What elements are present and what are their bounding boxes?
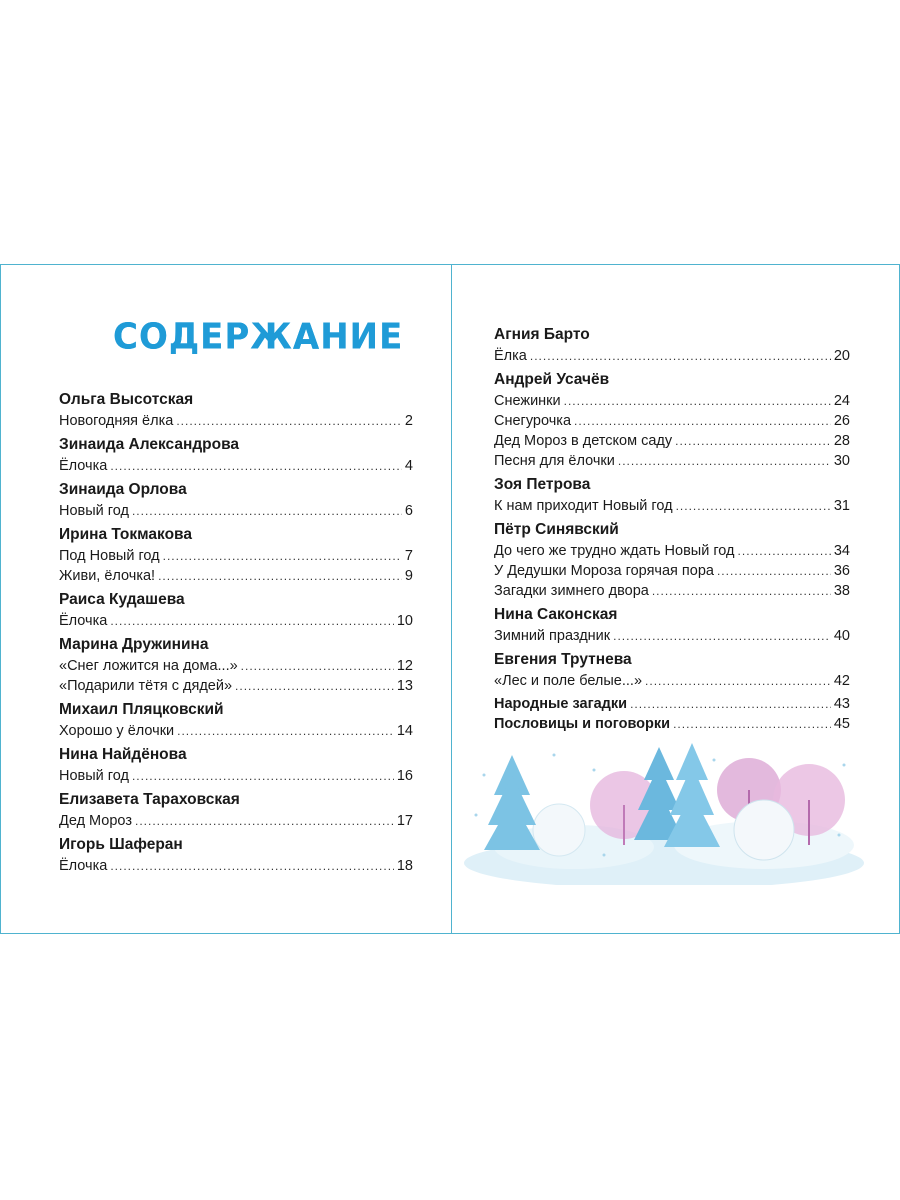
author-name: Зинаида Александрова bbox=[59, 436, 240, 453]
toc-entry[interactable] bbox=[494, 714, 850, 734]
dot-leader bbox=[673, 714, 831, 734]
toc-author-group bbox=[59, 699, 413, 741]
toc-entry[interactable] bbox=[494, 581, 850, 601]
entry-title: К нам приходит Новый год bbox=[494, 498, 673, 514]
toc-entry[interactable] bbox=[494, 346, 850, 366]
page-number: 17 bbox=[396, 813, 413, 829]
toc-right-column bbox=[494, 324, 850, 734]
toc-entry[interactable] bbox=[494, 391, 850, 411]
author-name: Михаил Пляцковский bbox=[59, 701, 224, 718]
page-number: 42 bbox=[833, 673, 850, 689]
snowy-bush bbox=[734, 800, 794, 860]
dot-leader bbox=[675, 431, 831, 451]
entry-title: Ёлочка bbox=[59, 858, 108, 874]
toc-author-group bbox=[494, 604, 850, 646]
page-number: 12 bbox=[396, 658, 413, 674]
winter-forest-illustration bbox=[464, 735, 864, 885]
toc-author-group bbox=[59, 789, 413, 831]
page-number: 18 bbox=[396, 858, 413, 874]
dot-leader bbox=[176, 411, 402, 431]
right-page bbox=[451, 264, 900, 934]
dot-leader bbox=[135, 811, 394, 831]
dot-leader bbox=[158, 566, 402, 586]
author-name: Зоя Петрова bbox=[494, 476, 591, 493]
page-number: 6 bbox=[404, 503, 413, 519]
toc-entry[interactable] bbox=[494, 541, 850, 561]
page-number: 24 bbox=[833, 393, 850, 409]
toc-extra-group bbox=[494, 694, 850, 734]
entry-title: Новый год bbox=[59, 768, 129, 784]
toc-entry[interactable] bbox=[59, 611, 413, 631]
toc-entry[interactable] bbox=[59, 766, 413, 786]
toc-entry[interactable] bbox=[59, 456, 413, 476]
toc-author-group bbox=[494, 649, 850, 691]
dot-leader bbox=[652, 581, 831, 601]
entry-title: Новый год bbox=[59, 503, 129, 519]
entry-title: Под Новый год bbox=[59, 548, 160, 564]
entry-title: Ёлка bbox=[494, 348, 527, 364]
author-name: Марина Дружинина bbox=[59, 636, 209, 653]
dot-leader bbox=[574, 411, 831, 431]
entry-title: У Дедушки Мороза горячая пора bbox=[494, 563, 714, 579]
toc-author-group bbox=[59, 479, 413, 521]
toc-author-group bbox=[59, 389, 413, 431]
toc-author-group bbox=[59, 434, 413, 476]
page-number: 13 bbox=[396, 678, 413, 694]
dot-leader bbox=[645, 671, 831, 691]
dot-leader bbox=[676, 496, 831, 516]
dot-leader bbox=[132, 501, 402, 521]
dot-leader bbox=[132, 766, 394, 786]
toc-entry[interactable] bbox=[494, 411, 850, 431]
dot-leader bbox=[241, 656, 394, 676]
page-number: 9 bbox=[404, 568, 413, 584]
page-number: 40 bbox=[833, 628, 850, 644]
page-number: 28 bbox=[833, 433, 850, 449]
dot-leader bbox=[618, 451, 831, 471]
author-name: Зинаида Орлова bbox=[59, 481, 187, 498]
dot-leader bbox=[110, 611, 394, 631]
toc-entry[interactable] bbox=[494, 626, 850, 646]
toc-author-group bbox=[494, 369, 850, 471]
author-name: Игорь Шаферан bbox=[59, 836, 183, 853]
page-number: 34 bbox=[833, 543, 850, 559]
page-number: 31 bbox=[833, 498, 850, 514]
dot-leader bbox=[110, 856, 394, 876]
entry-title: Зимний праздник bbox=[494, 628, 611, 644]
entry-title: Дед Мороз bbox=[59, 813, 132, 829]
toc-entry[interactable] bbox=[494, 671, 850, 691]
toc-entry[interactable] bbox=[494, 431, 850, 451]
entry-title: Снежинки bbox=[494, 393, 561, 409]
dot-leader bbox=[613, 626, 831, 646]
page-number: 20 bbox=[833, 348, 850, 364]
entry-title: Ёлочка bbox=[59, 613, 108, 629]
page-number: 14 bbox=[396, 723, 413, 739]
entry-title: «Снег ложится на дома...» bbox=[59, 658, 238, 674]
author-name: Андрей Усачёв bbox=[494, 371, 610, 388]
dot-leader bbox=[564, 391, 831, 411]
entry-title: Народные загадки bbox=[494, 696, 628, 712]
page-number: 2 bbox=[404, 413, 413, 429]
author-name: Раиса Кудашева bbox=[59, 591, 185, 608]
page-number: 4 bbox=[404, 458, 413, 474]
toc-entry[interactable] bbox=[59, 501, 413, 521]
author-name: Ольга Высотская bbox=[59, 391, 194, 408]
toc-author-group bbox=[59, 634, 413, 696]
entry-title: Новогодняя ёлка bbox=[59, 413, 174, 429]
toc-entry[interactable] bbox=[59, 566, 413, 586]
page-number: 43 bbox=[833, 696, 850, 712]
toc-author-group bbox=[494, 474, 850, 516]
entry-title: Дед Мороз в детском саду bbox=[494, 433, 673, 449]
page-number: 38 bbox=[833, 583, 850, 599]
toc-entry[interactable] bbox=[494, 561, 850, 581]
toc-entry[interactable] bbox=[494, 451, 850, 471]
toc-entry[interactable] bbox=[59, 721, 413, 741]
toc-entry[interactable] bbox=[59, 811, 413, 831]
entry-title: Песня для ёлочки bbox=[494, 453, 615, 469]
dot-leader bbox=[163, 546, 402, 566]
toc-author-group bbox=[59, 524, 413, 586]
entry-title: Хорошо у ёлочки bbox=[59, 723, 175, 739]
dot-leader bbox=[630, 694, 831, 714]
toc-entry[interactable] bbox=[59, 856, 413, 876]
page-title: СОДЕРЖАНИЕ bbox=[113, 316, 404, 358]
entry-title: Ёлочка bbox=[59, 458, 108, 474]
dot-leader bbox=[530, 346, 831, 366]
toc-entry[interactable] bbox=[59, 411, 413, 431]
author-name: Нина Саконская bbox=[494, 606, 618, 623]
dot-leader bbox=[110, 456, 402, 476]
author-name: Пётр Синявский bbox=[494, 521, 619, 538]
page-number: 36 bbox=[833, 563, 850, 579]
book-spread bbox=[0, 264, 900, 936]
toc-author-group bbox=[494, 519, 850, 601]
toc-entry[interactable] bbox=[59, 546, 413, 566]
toc-entry[interactable] bbox=[494, 694, 850, 714]
page-number: 30 bbox=[833, 453, 850, 469]
entry-title: До чего же трудно ждать Новый год bbox=[494, 543, 735, 559]
dot-leader bbox=[235, 676, 394, 696]
toc-entry[interactable] bbox=[494, 496, 850, 516]
snowy-bush bbox=[533, 804, 585, 856]
page-number: 26 bbox=[833, 413, 850, 429]
left-page bbox=[0, 264, 452, 934]
toc-author-group bbox=[59, 744, 413, 786]
page-number: 10 bbox=[396, 613, 413, 629]
author-name: Агния Барто bbox=[494, 326, 590, 343]
entry-title: Пословицы и поговорки bbox=[494, 716, 671, 732]
page-number: 16 bbox=[396, 768, 413, 784]
page-number: 7 bbox=[404, 548, 413, 564]
dot-leader bbox=[717, 561, 831, 581]
dot-leader bbox=[738, 541, 831, 561]
dot-leader bbox=[177, 721, 394, 741]
entry-title: «Подарили тётя с дядей» bbox=[59, 678, 233, 694]
entry-title: Снегурочка bbox=[494, 413, 572, 429]
page-number: 45 bbox=[833, 716, 850, 732]
author-name: Евгения Трутнева bbox=[494, 651, 632, 668]
fir-tree bbox=[484, 755, 540, 850]
toc-author-group bbox=[59, 834, 413, 876]
toc-entry[interactable] bbox=[59, 676, 413, 696]
entry-title: Загадки зимнего двора bbox=[494, 583, 649, 599]
toc-left-column bbox=[59, 389, 413, 876]
author-name: Елизавета Тараховская bbox=[59, 791, 240, 808]
entry-title: «Лес и поле белые...» bbox=[494, 673, 643, 689]
toc-author-group bbox=[494, 324, 850, 366]
author-name: Ирина Токмакова bbox=[59, 526, 192, 543]
author-name: Нина Найдёнова bbox=[59, 746, 187, 763]
entry-title: Живи, ёлочка! bbox=[59, 568, 156, 584]
toc-author-group bbox=[59, 589, 413, 631]
toc-entry[interactable] bbox=[59, 656, 413, 676]
